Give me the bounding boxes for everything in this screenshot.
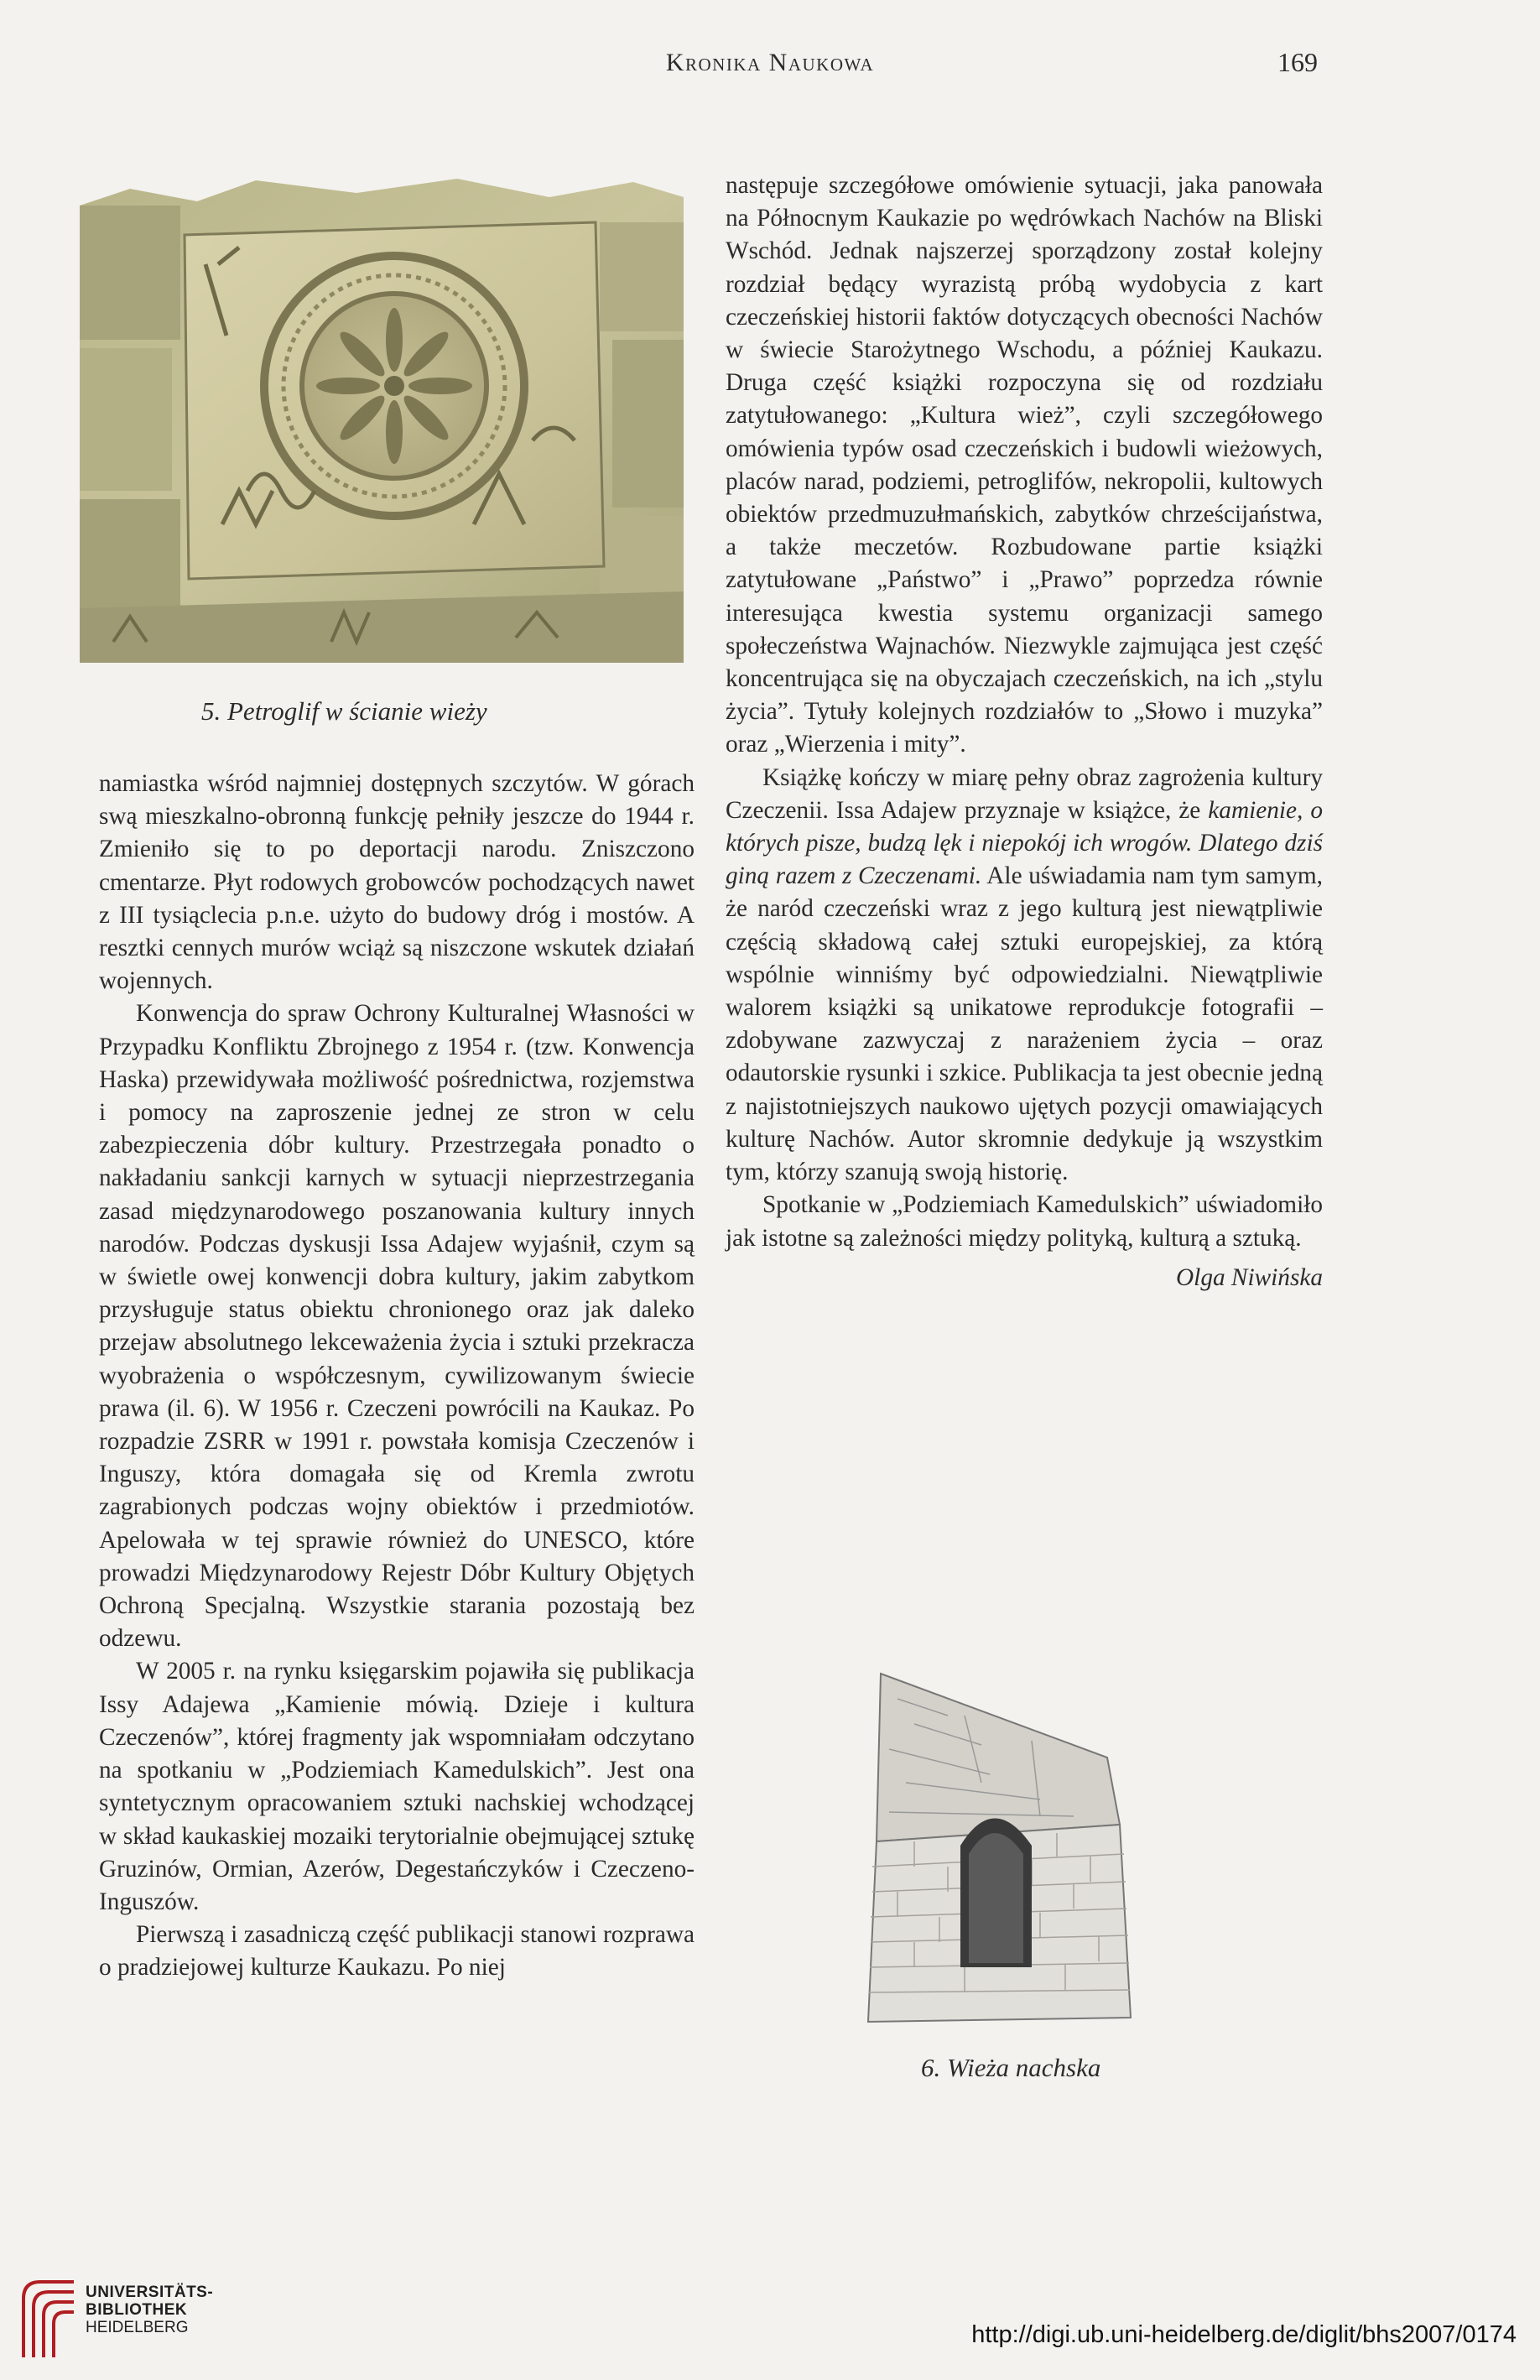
library-name-line: HEIDELBERG [86,2319,189,2336]
author-signature: Olga Niwińska [1176,1263,1323,1291]
right-text-column [726,169,1323,1294]
paragraph: Spotkanie w „Podziemiach Kamedulskich” uświadomiło jak istotne są zależności między polityką, kulturą a sztuką. [726,1191,1323,1252]
tower-drawing [864,1665,1141,2026]
paragraph-text: Książkę kończy w miarę pełny obraz zagrożenia kultury Czeczenii. Issa Adajew przyznaje w książce, że [726,763,1323,824]
library-name [86,2284,213,2336]
petroglyph-photo [80,172,684,663]
paragraph [726,762,1323,1190]
running-header: Kronika Naukowa [665,49,875,76]
page-number: 169 [1277,47,1318,77]
library-name-line: BIBLIOTHEK [86,2301,188,2319]
paragraph: następuje szczegółowe omówienie sytuacji, jaka panowała na Północnym Kaukazie po wędrówkach Nachów na Bliski Wschód. Jednak najszerzej sporządzony został kolejny rozdział będący wyrazistą próbą wydobycia z kart czeczeńskiej historii faktów dotyczących obecności Nachów w świecie Starożytnego Wschodu, a później Kaukazu. Druga część książki rozpoczyna się od rozdziału zatytułowanego: „Kultura wież”, czyli szczegółowego omówienia typów osad czeczeńskich i budowli wieżowych, placów narad, podziemi, petroglifów, nekropolii, kultowych obiektów przedmuzułmańskich, zabytków chrześcijaństwa, a także meczetów. Rozbudowane partie książki zatytułowane „Państwo” i „Prawo” poprzedza równie interesująca kwestia systemu organizacji samego społeczeństwa Wajnachów. Niezwykle zajmująca jest część koncentrująca się na obyczajach czeczeńskich, na ich „stylu życia”. Tytuły kolejnych rozdziałów to „Słowo i muzyka” oraz „Wierzenia i mity”. [726,172,1323,758]
italic-quote: kamienie, o których pisze, budzą lęk i niepokój ich wrogów. Dlatego dziś giną razem z Czeczenami. [726,796,1323,890]
figure-5-caption: 5. Petroglif w ścianie wieży [201,696,487,726]
left-text-column [99,768,695,1985]
paragraph: Konwencja do spraw Ochrony Kulturalnej Własności w Przypadku Konfliktu Zbrojnego z 1954 r. (tzw. Konwencja Haska) przewidywała możliwość pośrednictwa, rozjemstwa i pomocy na zaproszenie jednej ze stron w celu zabezpieczenia dóbr kultury. Przestrzegała ponadto o nakładaniu sankcji karnych w sytuacji nieprzestrzegania zasad międzynarodowego poszanowania kultury innych narodów. Podczas dyskusji Issa Adajew wyjaśnił, czym są w świetle owej konwencji dobra kultury, jakim zabytkom przysługuje status obiektu chronionego oraz jak daleko przejaw absolutnego lekceważenia życia i sztuki przekracza wyobrażenia o współczesnym, cywilizowanym świecie prawa (il. 6). W 1956 r. Czeczeni powrócili na Kaukaz. Po rozpadzie ZSRR w 1991 r. powstała komisja Czeczenów i Inguszy, która domagała się od Kremla zwrotu zagrabionych podczas wojny obiektów i przedmiotów. Apelowała w tej sprawie również do UNESCO, które prowadzi Międzynarodowy Rejestr Dóbr Kultury Objętych Ochroną Specjalną. Wszystkie starania pozostają bez odzewu. [99,1000,695,1653]
paragraph: namiastka wśród najmniej dostępnych szczytów. W górach swą mieszkalno-obronną funkcję pełniły jeszcze do 1944 r. Zmieniło się to po deportacji narodu. Zniszczono cmentarze. Płyt rodowych grobowców pochodzących nawet z III tysiąclecia p.n.e. użyto do budowy dróg i mostów. A resztki cennych murów wciąż są niszczone wskutek działań wojennych. [99,770,695,995]
paragraph: W 2005 r. na rynku księgarskim pojawiła się publikacja Issy Adajewa „Kamienie mówią. Dzieje i kultura Czeczenów”, której fragmenty jak wspomniałam odczytano na spotkaniu w „Podziemiach Kamedulskich”. Jest ona syntetycznym opracowaniem sztuki nachskiej wchodzącej w skład kaukaskiej mozaiki terytorialnie obejmującej sztukę Gruzinów, Ormian, Azerów, Degestańczyków i Czeczeno-Inguszów. [99,1658,695,1915]
figure-6-caption: 6. Wieża nachska [921,2053,1101,2082]
library-name-line: UNIVERSITÄTS- [86,2284,214,2301]
paragraph: Pierwszą i zasadniczą część publikacji stanowi rozprawa o pradziejowej kulturze Kaukazu. Po niej [99,1921,695,1982]
source-url-link[interactable]: http://digi.ub.uni-heidelberg.de/diglit/bhs2007/0174 [971,2321,1517,2348]
paragraph-text: Ale uświadamia nam tym samym, że naród czeczeński wraz z jego kulturą jest niewątpliwie częścią składową całej sztuki europejskiej, za którą wspólnie winniśmy być odpowiedzialni. Niewątpliwie walorem książki są unikatowe reprodukcje fotografii – zdobywane zazwyczaj z narażeniem życia – oraz odautorskie rysunki i szkice. Publikacja ta jest obecnie jedną z najistotniejszych naukowo ujętych pozycji omawiających kulturę Nachów. Autor skromnie dedykuje ją wszystkim tym, którzy szanują swoją historię. [726,862,1323,1186]
